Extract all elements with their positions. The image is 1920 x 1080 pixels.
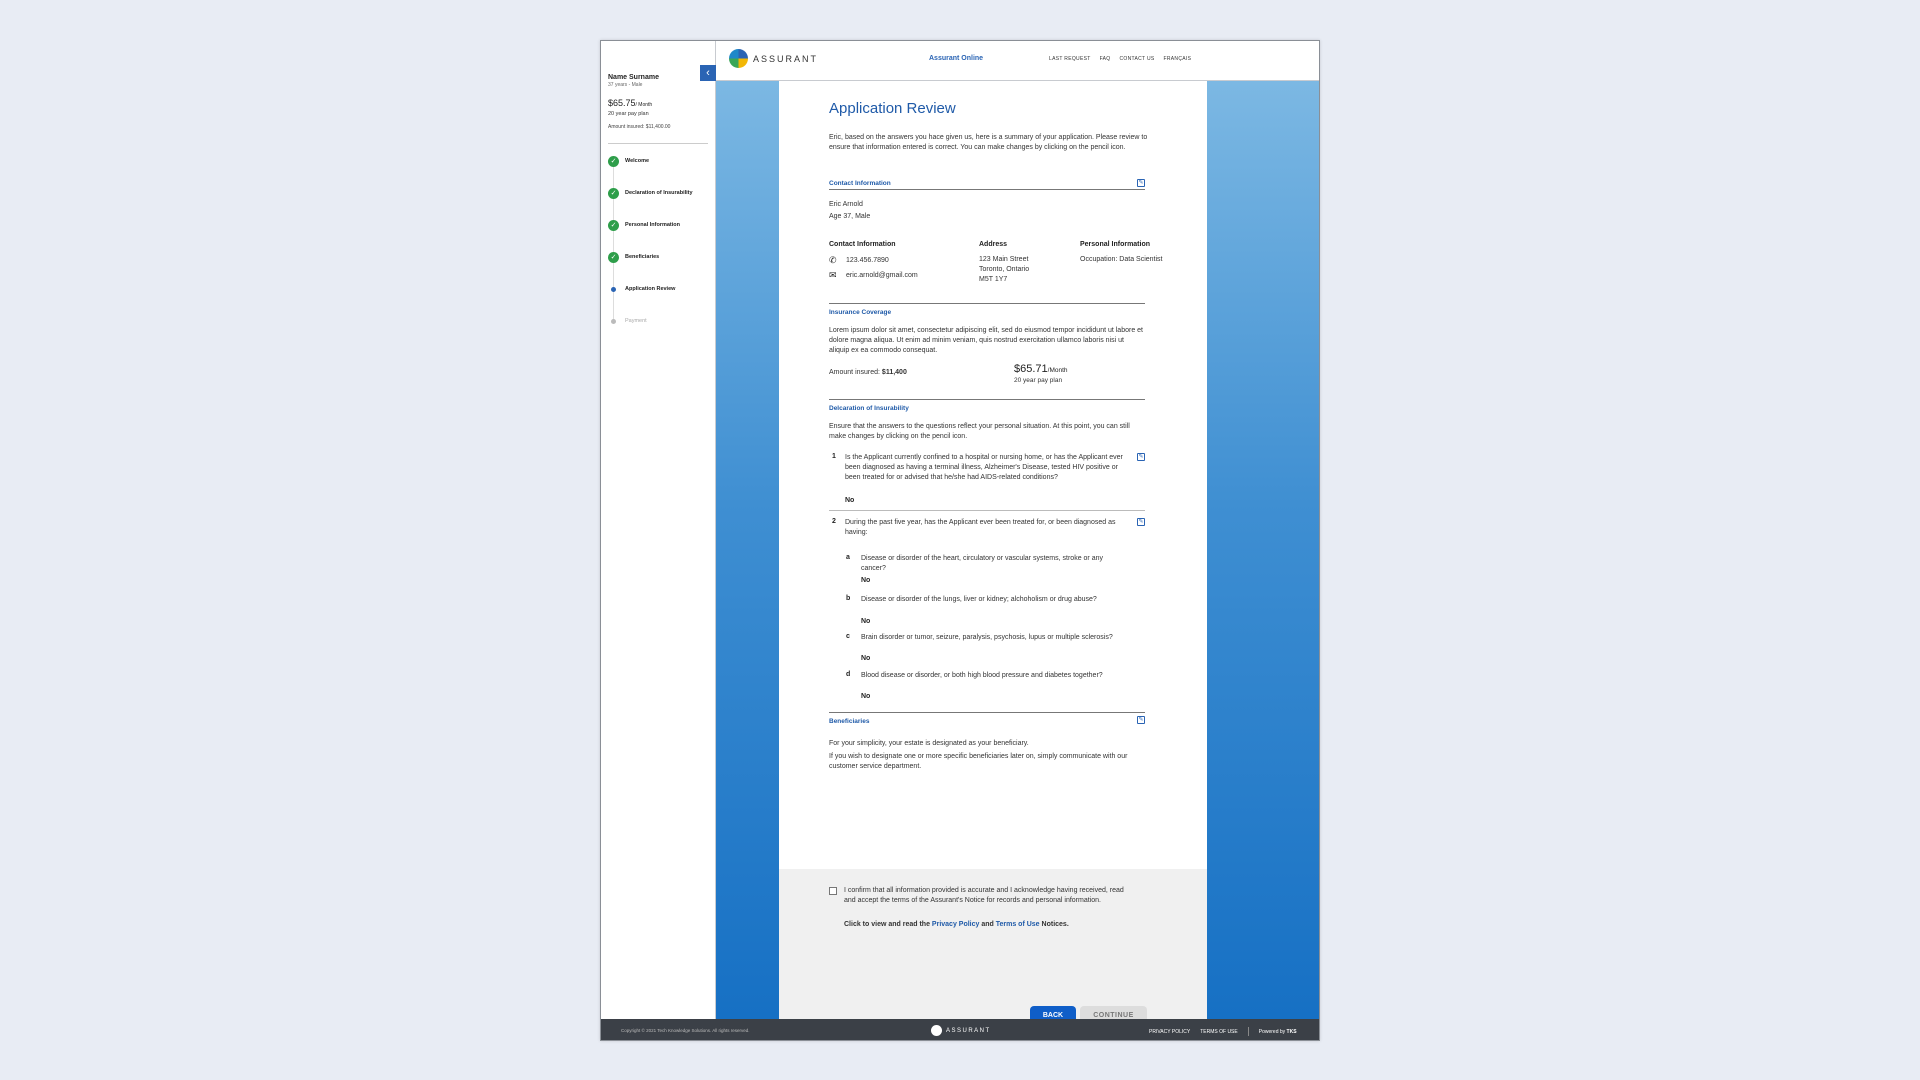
sub-d-text: Blood disease or disorder, or both high blood pressure and diabetes together? (861, 672, 1103, 679)
powered-by-brand: TKS (1286, 1028, 1297, 1035)
price-value: $65.75 (608, 98, 636, 108)
section-divider (829, 189, 1145, 190)
footer-logo-text: ASSURANT (946, 1027, 991, 1034)
question-1-number: 1 (832, 453, 836, 460)
pencil-icon: ✎ (1138, 519, 1144, 525)
footer-logo (931, 1025, 991, 1036)
address-line-1: 123 Main Street (979, 256, 1029, 263)
notices-prefix: Click to view and read the (844, 921, 932, 928)
section-divider (829, 712, 1145, 713)
terms-of-use-link[interactable]: Terms of Use (995, 921, 1040, 928)
question-2-text: During the past five year, has the Applicant ever been treated for, or been diagnosed as having: (845, 519, 1116, 536)
footer (601, 1019, 1320, 1041)
pending-step-dot (611, 319, 616, 324)
step-declaration[interactable] (608, 187, 693, 199)
step-personal-information[interactable] (608, 219, 680, 231)
site-title: Assurant Online (929, 55, 984, 62)
continue-button[interactable]: CONTINUE (1080, 1006, 1147, 1026)
confirm-text: I confirm that all information provided is accurate and I acknowledge having received, read and accept the terms of the Assurant's Notice for records and personal information. (844, 887, 1124, 904)
sub-d-letter: d (846, 671, 851, 678)
sidebar-divider (608, 143, 708, 144)
edit-contact-button[interactable] (1137, 179, 1145, 187)
sub-a-letter: a (846, 554, 850, 561)
coverage-price (1014, 363, 1068, 375)
applicant-name: Name Surname (608, 74, 659, 81)
sub-b-letter: b (846, 595, 851, 602)
top-nav (1049, 56, 1191, 62)
contact-col-heading: Contact Information (829, 241, 896, 248)
contact-email: eric.arnold@gmail.com (846, 272, 918, 279)
check-icon: ✓ (608, 188, 619, 199)
app-window (600, 40, 1320, 1041)
powered-by-label: Powered by (1258, 1028, 1287, 1035)
question-1-text: Is the Applicant currently confined to a hospital or nursing home, or has the Applicant ever been diagnosed as having a terminal illness, Alzheimer's Disease, tested HIV positive or been treated for or advised that he/she had AIDS-related conditions? (845, 454, 1123, 481)
assurant-logo-icon (931, 1025, 942, 1036)
sub-b-text: Disease or disorder of the lungs, liver or kidney; alchoholism or drug abuse? (861, 596, 1097, 603)
notices-suffix: Notices. (1039, 921, 1069, 928)
edit-question-1-button[interactable] (1137, 453, 1145, 461)
step-application-review[interactable] (608, 283, 675, 295)
check-icon: ✓ (608, 156, 619, 167)
coverage-text: Lorem ipsum dolor sit amet, consectetur adipiscing elit, sed do eiusmod tempor incididunt ut labore et dolore magna aliqua. Ut enim ad minim veniam, quis nostrud exercitation ullamco laboris nisi ut aliquip ex ea commodo consequat. (829, 327, 1143, 354)
contact-phone: 123.456.7890 (846, 257, 889, 264)
section-divider (829, 399, 1145, 400)
beneficiaries-text-1: For your simplicity, your estate is designated as your beneficiary. (829, 740, 1029, 747)
notices-and: and (979, 921, 996, 928)
step-label: Beneficiaries (625, 254, 660, 260)
sub-a-text: Disease or disorder of the heart, circulatory or vascular systems, stroke or any cancer? (861, 555, 1103, 572)
coverage-plan: 20 year pay plan (1014, 377, 1063, 384)
pencil-icon: ✎ (1138, 454, 1144, 460)
chevron-left-icon: ‹ (706, 67, 710, 79)
step-beneficiaries[interactable] (608, 251, 659, 263)
sub-a-answer: No (861, 577, 871, 584)
address-line-2: Toronto, Ontario (979, 266, 1030, 273)
step-payment (608, 315, 647, 327)
amount-label: Amount insured: (829, 369, 882, 376)
current-step-dot (611, 287, 616, 292)
step-label: Declaration of Insurability (625, 190, 693, 196)
applicant-details: 37 years - Male (608, 82, 643, 88)
price-unit: / Month (635, 102, 653, 108)
collapse-sidebar-button[interactable] (700, 65, 716, 81)
price-unit: /Month (1047, 367, 1068, 374)
powered-by (1259, 1029, 1297, 1035)
footer-links (1149, 1027, 1297, 1036)
assurant-logo[interactable] (729, 49, 818, 68)
edit-question-2-button[interactable] (1137, 518, 1145, 526)
declaration-intro: Ensure that the answers to the questions reflect your personal situation. At this point, you can still make changes by clicking on the pencil icon. (829, 423, 1130, 440)
copyright-text: Copyright © 2021 Tech Knowledge Solutions. All rights reserved. (621, 1028, 750, 1033)
footer-terms-link[interactable]: TERMS OF USE (1200, 1028, 1238, 1035)
contact-section-heading: Contact Information (829, 180, 891, 187)
footer-privacy-link[interactable]: PRIVACY POLICY (1149, 1028, 1191, 1035)
question-1-answer: No (845, 497, 855, 504)
confirm-checkbox[interactable] (829, 887, 837, 895)
pencil-icon: ✎ (1138, 180, 1144, 186)
contact-age: Age 37, Male (829, 213, 871, 220)
question-2-number: 2 (832, 518, 836, 525)
header (716, 41, 1320, 81)
steps-line (613, 161, 614, 321)
phone-icon: ✆ (829, 255, 837, 265)
personal-col-heading: Personal Information (1080, 241, 1151, 248)
nav-last-request[interactable]: LAST REQUEST (1049, 56, 1091, 62)
privacy-policy-link[interactable]: Privacy Policy (931, 921, 980, 928)
edit-beneficiaries-button[interactable] (1137, 716, 1145, 724)
amount-value: $11,400 (881, 369, 907, 376)
occupation: Occupation: Data Scientist (1080, 256, 1163, 263)
nav-francais[interactable]: FRANÇAIS (1163, 56, 1192, 62)
sub-b-answer: No (861, 618, 871, 625)
sidebar-amount: Amount insured: $11,400.00 (608, 124, 671, 130)
declaration-section-heading: Delcaration of Insurability (829, 405, 909, 412)
assurant-logo-icon (729, 49, 748, 68)
step-label: Personal Information (625, 222, 681, 228)
page-title: Application Review (829, 100, 956, 117)
nav-contact-us[interactable]: CONTACT US (1119, 56, 1155, 62)
intro-text: Eric, based on the answers you hace given us, here is a summary of your application. Please review to ensure that information entered is correct. You can make changes by clicking on the pencil icon. (829, 134, 1148, 151)
sub-c-letter: c (846, 633, 850, 640)
question-divider (829, 510, 1145, 511)
section-divider (829, 303, 1145, 304)
sub-c-answer: No (861, 655, 871, 662)
coverage-amount (829, 369, 907, 376)
step-label: Welcome (625, 158, 650, 164)
pencil-icon: ✎ (1138, 717, 1144, 723)
price-value: $65.71 (1014, 363, 1048, 375)
email-icon: ✉ (829, 270, 837, 280)
sub-c-text: Brain disorder or tumor, seizure, paralysis, psychosis, lupus or multiple sclerosis? (861, 634, 1113, 641)
beneficiaries-text-2: If you wish to designate one or more specific beneficiaries later on, simply communicate with our customer service department. (829, 753, 1128, 770)
logo-text: ASSURANT (753, 53, 819, 64)
check-icon: ✓ (608, 220, 619, 231)
step-welcome[interactable] (608, 155, 649, 167)
sidebar-plan: 20 year pay plan (608, 111, 649, 117)
notices-line (844, 920, 1069, 930)
contact-name: Eric Arnold (829, 201, 863, 208)
sub-d-answer: No (861, 693, 871, 700)
back-button[interactable]: BACK (1030, 1006, 1076, 1026)
sidebar (601, 41, 716, 1019)
address-line-3: M5T 1Y7 (979, 276, 1008, 283)
address-col-heading: Address (979, 241, 1008, 248)
step-label: Application Review (625, 286, 676, 292)
coverage-section-heading: Insurance Coverage (829, 309, 892, 316)
footer-separator (1248, 1027, 1249, 1036)
nav-faq[interactable]: FAQ (1099, 56, 1111, 62)
step-label: Payment (625, 318, 647, 324)
sidebar-price (608, 98, 652, 108)
check-icon: ✓ (608, 252, 619, 263)
beneficiaries-section-heading: Beneficiaries (829, 718, 870, 725)
